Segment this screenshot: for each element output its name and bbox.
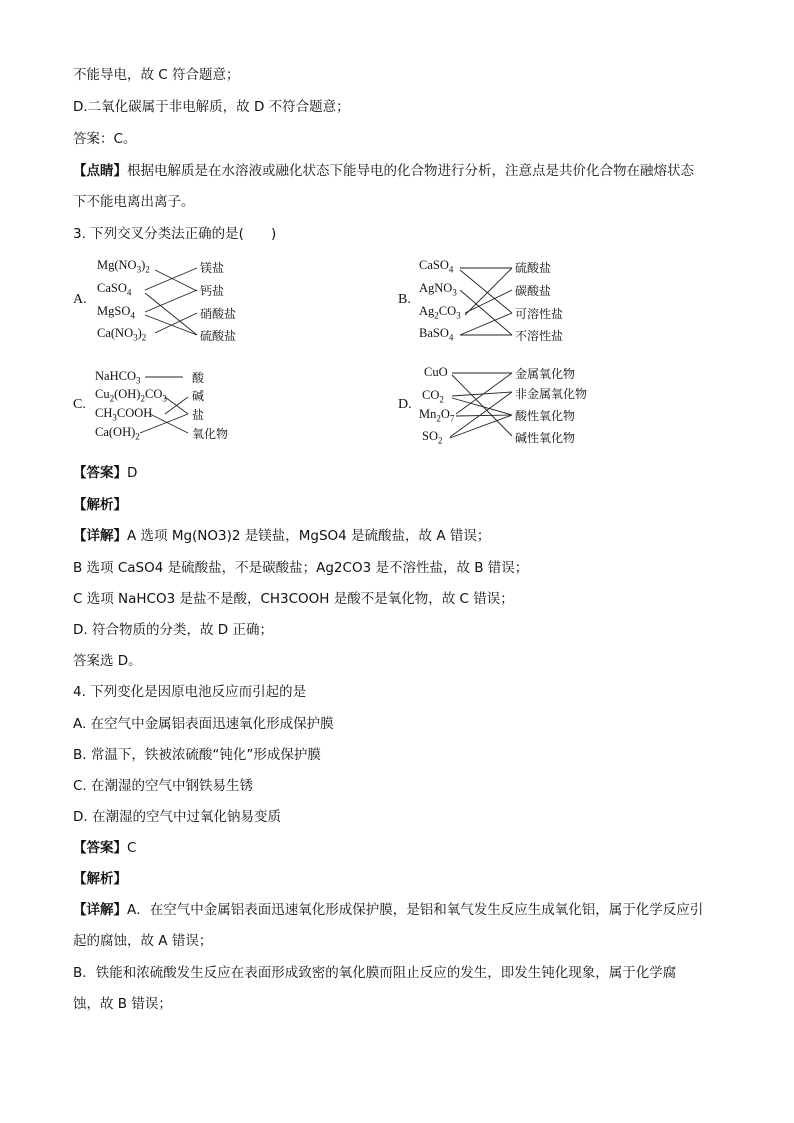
- detail-line-b: B 选项 CaSO4 是硫酸盐，不是碳酸盐；Ag2CO3 是不溶性盐，故 B 错误；: [73, 560, 529, 576]
- option-c-formula-3: $CH_3COOH$: [95, 406, 153, 423]
- option-d-formula-4: $SO_2$: [422, 429, 443, 446]
- option-a-formula-2: CaSO$_4$: [97, 281, 132, 298]
- detail-line-b-cont: 蚀，故 B 错误；: [73, 996, 172, 1012]
- option-d-formula-3: $Mn_2O_7$: [419, 407, 455, 424]
- answer-value: D: [127, 465, 138, 481]
- option-a-category-4: 硫酸盐: [200, 329, 237, 343]
- detail-line-a-cont: 起的腐蚀，故 A 错误；: [73, 933, 213, 949]
- option-d-category-1: 金属氧化物: [515, 367, 576, 381]
- option-a-category-1: 镁盐: [200, 261, 225, 275]
- detail-line-d: D. 符合物质的分类，故 D 正确；: [73, 622, 273, 638]
- option-c-category-1: 酸: [192, 371, 205, 385]
- option-c-formula-2: $Cu_2(OH)_2CO_3$: [95, 387, 167, 404]
- detail-line-a: [73, 901, 703, 919]
- option-a-formula-1: $Mg(NO_3)_2$: [97, 258, 150, 275]
- option-d-formula-1: CuO: [424, 365, 448, 379]
- option-c-category-3: 盐: [192, 408, 205, 422]
- tip-label: 【点睛】: [73, 163, 127, 179]
- option-d-category-3: 酸性氧化物: [515, 409, 576, 423]
- option-d-text: D. 在潮湿的空气中过氧化钠易变质: [73, 809, 281, 825]
- answer-label: 【答案】: [73, 465, 127, 481]
- option-b-letter: B.: [398, 292, 411, 307]
- option-b-formula-1: CaSO$_4$: [419, 258, 454, 275]
- option-c-category-4: 氧化物: [192, 427, 229, 441]
- tip-text: 根据电解质是在水溶液或融化状态下能导电的化合物进行分析，注意点是共价化合物在融熔状态: [127, 163, 694, 179]
- option-d-letter: D.: [398, 397, 412, 412]
- option-c-formula-4: $Ca(OH)_2$: [95, 425, 140, 442]
- option-a-letter: A.: [73, 292, 87, 307]
- option-b-category-2: 碳酸盐: [515, 284, 552, 298]
- option-b-category-3: 可溶性盐: [515, 307, 564, 321]
- question-4-stem: 4. 下列变化是因原电池反应而引起的是: [73, 684, 307, 700]
- answer-label: 【答案】: [73, 840, 127, 856]
- option-b-category-1: 硫酸盐: [515, 261, 552, 275]
- detail-label: 【详解】: [73, 528, 127, 544]
- text-line: 不能导电，故 C 符合题意；: [73, 67, 240, 83]
- option-a-category-3: 硝酸盐: [200, 307, 237, 321]
- question-3-stem: 3. 下列交叉分类法正确的是( ): [73, 226, 277, 242]
- option-b-formula-2: AgNO$_3$: [419, 281, 457, 298]
- option-c-category-2: 碱: [192, 389, 205, 403]
- detail-text: A．在空气中金属铝表面迅速氧化形成保护膜，是铝和氧气发生反应生成氧化铝，属于化学反应引: [127, 902, 704, 918]
- option-d-formula-2: $CO_2$: [422, 388, 444, 405]
- detail-text: A 选项 Mg(NO3)2 是镁盐，MgSO4 是硫酸盐，故 A 错误；: [127, 528, 491, 544]
- question-3-answer: [73, 464, 137, 482]
- option-a-text: A. 在空气中金属铝表面迅速氧化形成保护膜: [73, 716, 334, 732]
- question-4-answer: [73, 839, 136, 857]
- detail-line-a: [73, 527, 490, 545]
- option-a-category-2: 钙盐: [200, 284, 225, 298]
- option-c-text: C. 在潮湿的空气中钢铁易生锈: [73, 778, 254, 794]
- option-a-formula-4: $Ca(NO_3)_2$: [97, 326, 147, 343]
- answer-line: 答案：C。: [73, 131, 137, 147]
- option-d-category-2: 非金属氧化物: [515, 387, 588, 401]
- conclusion-line: 答案选 D。: [73, 653, 142, 669]
- option-b-formula-3: $Ag_2CO_3$: [419, 304, 461, 321]
- option-b-text: B. 常温下，铁被浓硫酸“钝化”形成保护膜: [73, 747, 321, 763]
- option-d-category-4: 碱性氧化物: [515, 431, 576, 445]
- detail-line-b: B．铁能和浓硫酸发生反应在表面形成致密的氧化膜而阻止反应的发生，即发生钝化现象，属于化学腐: [73, 965, 677, 981]
- analysis-label: 【解析】: [73, 497, 127, 513]
- answer-value: C: [127, 840, 137, 856]
- option-b-category-4: 不溶性盐: [515, 329, 564, 343]
- tip-line-cont: 下不能电离出离子。: [73, 194, 195, 210]
- option-a-formula-3: MgSO$_4$: [97, 304, 135, 321]
- option-b-formula-4: BaSO$_4$: [419, 326, 454, 343]
- option-c-letter: C.: [73, 397, 86, 412]
- option-c-formula-1: NaHCO$_3$: [95, 369, 141, 386]
- analysis-label: 【解析】: [73, 871, 127, 887]
- detail-label: 【详解】: [73, 902, 127, 918]
- text-line: D.二氧化碳属于非电解质，故 D 不符合题意；: [73, 99, 350, 115]
- detail-line-c: C 选项 NaHCO3 是盐不是酸，CH3COOH 是酸不是氧化物，故 C 错误；: [73, 591, 514, 607]
